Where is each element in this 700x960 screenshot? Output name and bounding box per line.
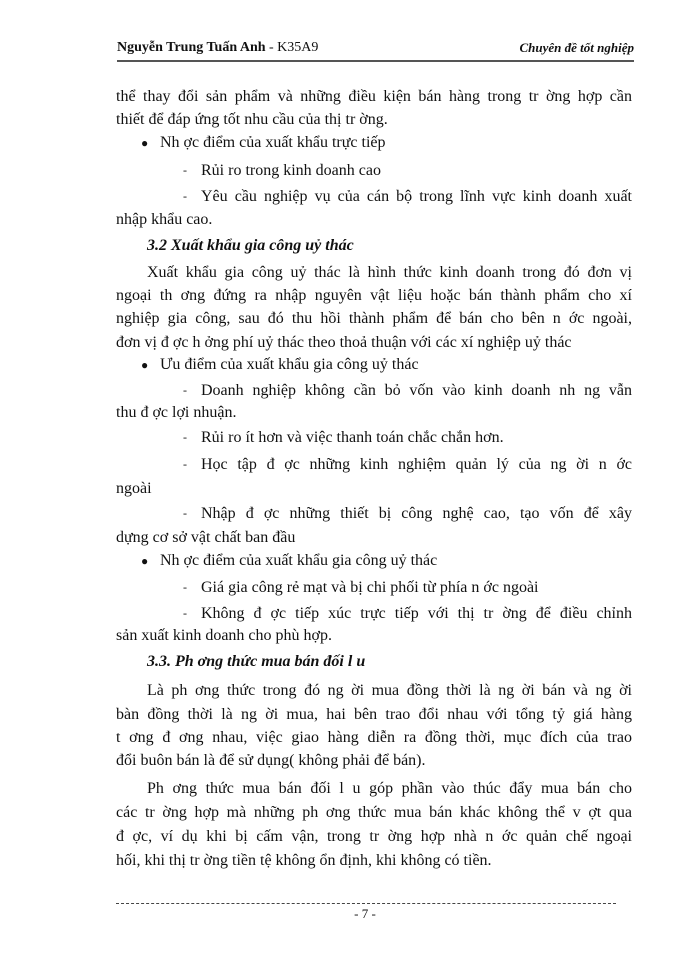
- dash-icon: -: [183, 189, 187, 203]
- body-line: sản xuất kinh doanh cho phù hợp.: [116, 627, 332, 644]
- dash-icon: -: [183, 606, 187, 620]
- class-code: - K35A9: [265, 40, 319, 55]
- body-line: thiết để đáp ứng tốt nhu cầu của thị tr ờng.: [116, 111, 388, 128]
- list-item: Doanh nghiệp không cần bỏ vốn vào kinh doanh nh ng vẫn: [201, 382, 632, 399]
- body-line: hối, khi thị tr ờng tiền tệ không ổn định, khi không có tiền.: [116, 852, 492, 869]
- body-line: thu đ ợc lợi nhuận.: [116, 404, 237, 421]
- page-number: - 7 -: [354, 906, 376, 921]
- body-line: đơn vị đ ợc h ởng phí uỷ thác theo thoả thuận với các xí nghiệp uỷ thác: [116, 334, 572, 351]
- bullet-heading: Nh ợc điểm của xuất khẩu gia công uỷ thác: [160, 552, 438, 569]
- body-line: các tr ờng hợp mà những ph ơng thức mua bán khác không thể v ợt qua: [116, 804, 632, 821]
- bullet-icon: ●: [141, 358, 149, 372]
- bullet-heading: Ưu điểm của xuất khẩu gia công uỷ thác: [160, 356, 419, 373]
- dash-icon: -: [183, 383, 187, 397]
- bullet-heading: Nh ợc điểm của xuất khẩu trực tiếp: [160, 134, 386, 151]
- section-heading: 3.2 Xuất khẩu gia công uỷ thác: [147, 237, 354, 254]
- list-item: Không đ ợc tiếp xúc trực tiếp với thị tr ờng để điều chỉnh: [201, 605, 632, 622]
- author-name: Nguyễn Trung Tuấn Anh: [117, 40, 266, 55]
- body-line: nghiệp gia công, sau đó thu hồi thành phẩm để bán cho bên n ớc ngoài,: [116, 310, 632, 327]
- body-line: đổi buôn bán là để sử dụng( không phải để bán).: [116, 752, 426, 769]
- list-item: Học tập đ ợc những kinh nghiệm quản lý của ng ời n ớc: [201, 456, 632, 473]
- bullet-icon: ●: [141, 554, 149, 568]
- list-item: Yêu cầu nghiệp vụ của cán bộ trong lĩnh vực kinh doanh xuất: [201, 188, 632, 205]
- body-line: Xuất khẩu gia công uỷ thác là hình thức kinh doanh trong đó đơn vị: [147, 264, 632, 281]
- list-item: Rủi ro ít hơn và việc thanh toán chắc chắn hơn.: [201, 429, 504, 446]
- section-heading: 3.3. Ph ơng thức mua bán đối l u: [147, 653, 366, 670]
- dash-icon: -: [183, 506, 187, 520]
- list-item: Rủi ro trong kinh doanh cao: [201, 162, 381, 179]
- body-line: bàn đồng thời là ng ời mua, hai bên trao đổi nhau với tổng tỷ giá hàng: [116, 706, 632, 723]
- body-line: Là ph ơng thức trong đó ng ời mua đồng thời là ng ời bán và ng ời: [147, 682, 632, 699]
- body-line: thể thay đổi sản phẩm và những điều kiện bán hàng trong tr ờng hợp cần: [116, 88, 632, 105]
- body-line: nhập khẩu cao.: [116, 211, 213, 228]
- document-type: Chuyên đề tốt nghiệp: [519, 40, 634, 55]
- header-left: [117, 40, 318, 56]
- footer-rule: [116, 903, 616, 904]
- list-item: Giá gia công rẻ mạt và bị chi phối từ phía n ớc ngoài: [201, 579, 539, 596]
- body-line: Ph ơng thức mua bán đối l u góp phần vào thúc đẩy mua bán cho: [147, 780, 632, 797]
- dash-icon: -: [183, 163, 187, 177]
- header-rule: [117, 60, 634, 62]
- list-item: Nhập đ ợc những thiết bị công nghệ cao, tạo vốn để xây: [201, 505, 632, 522]
- body-line: ngoại th ơng đứng ra nhập nguyên vật liệu hoặc bán thành phẩm cho xí: [116, 287, 632, 304]
- dash-icon: -: [183, 457, 187, 471]
- dash-icon: -: [183, 580, 187, 594]
- dash-icon: -: [183, 430, 187, 444]
- body-line: dựng cơ sở vật chất ban đầu: [116, 529, 296, 546]
- body-line: ngoài: [116, 480, 152, 497]
- body-line: đ ợc, ví dụ khi bị cấm vận, trong tr ờng hợp nhà n ớc quản chế ngoại: [116, 828, 632, 845]
- body-line: t ơng đ ơng nhau, việc giao hàng diễn ra đồng thời, mục đích của trao: [116, 729, 632, 746]
- bullet-icon: ●: [141, 136, 149, 150]
